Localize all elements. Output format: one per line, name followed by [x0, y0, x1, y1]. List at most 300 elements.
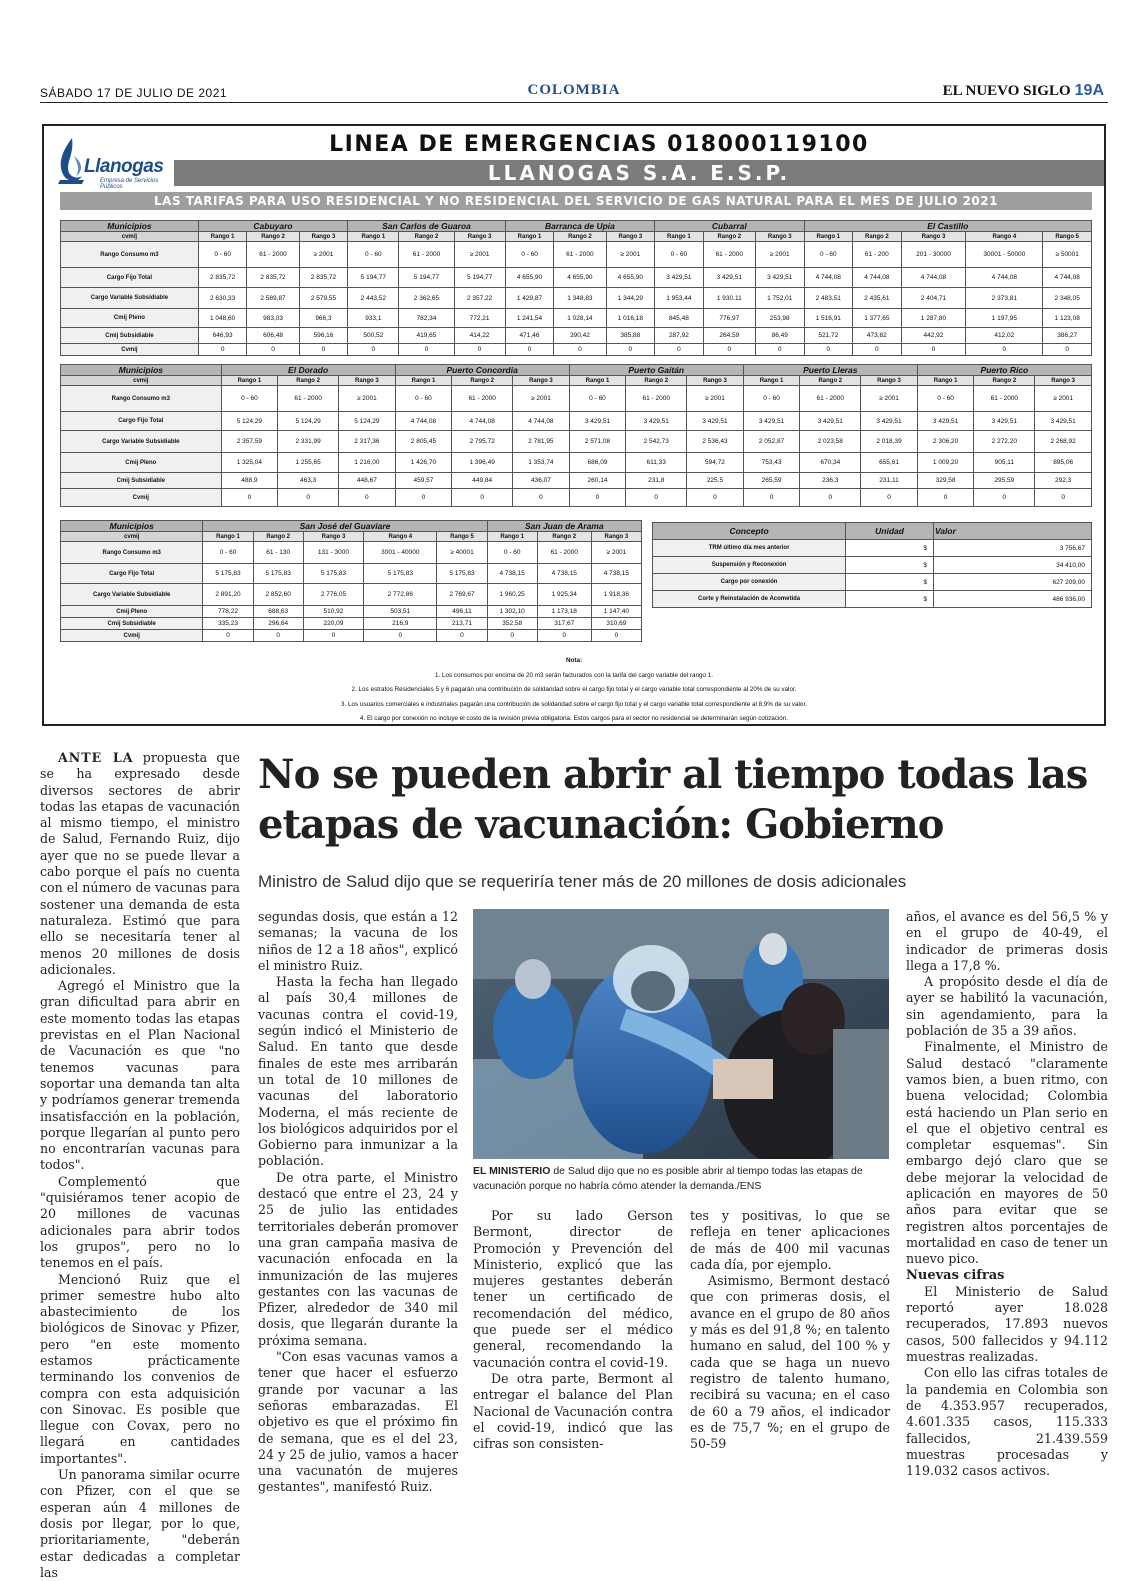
tariff-cell: 2 835,72 [198, 268, 247, 288]
tariff-cell: 292,3 [1035, 473, 1092, 489]
tariff-cell: 0 [901, 344, 966, 356]
tariff-cell: 265,59 [743, 473, 800, 489]
range-label: Rango 3 [339, 376, 396, 386]
range-label: Rango 5 [437, 532, 487, 542]
tariff-cell: 1 325,04 [221, 453, 278, 473]
tariff-cell: 0 [804, 344, 853, 356]
tariff-cell: 0 [505, 344, 554, 356]
paragraph: El Ministerio de Salud reportó ayer 18.028 recuperados, 17.893 nuevos casos, 500 fallecidos y 94.112 muestras realizadas. [906, 1283, 1108, 1365]
tariff-cell: 0 [278, 489, 339, 507]
tariff-cell: 0 - 60 [569, 386, 626, 412]
tariff-cell: 3 429,51 [974, 412, 1035, 431]
row-label: Cmij Subsidiable [61, 473, 222, 489]
tariff-cell: 131 - 3000 [303, 542, 363, 564]
tariff-row [61, 473, 1092, 489]
municipality-name: Puerto Gaitán [569, 365, 743, 376]
tariff-cell: 449,84 [452, 473, 513, 489]
tariff-cell: 1 216,00 [339, 453, 396, 473]
row-label: Cargo Variable Subsidiable [61, 431, 222, 453]
llanogas-tariff-ad [42, 124, 1106, 726]
range-label: Rango 1 [395, 376, 452, 386]
municipality-name: Puerto Lleras [743, 365, 917, 376]
municipality-name: Barranca de Upia [505, 221, 654, 232]
tariff-cell: 3 429,51 [743, 412, 800, 431]
tariff-row [61, 489, 1092, 507]
tariff-cell: 0 [487, 630, 537, 642]
range-label: Rango 1 [655, 232, 704, 242]
tariff-cell: 0 [303, 630, 363, 642]
tariff-cell: 1 426,70 [395, 453, 452, 473]
range-label: Rango 2 [278, 376, 339, 386]
tariff-cell: 1 353,74 [513, 453, 570, 473]
tariff-cell: 895,06 [1035, 453, 1092, 473]
range-label: Rango 2 [537, 532, 591, 542]
tariff-cell: 0 [800, 489, 861, 507]
tariff-cell: 0 [591, 630, 641, 642]
concept-row [653, 557, 1092, 574]
tariff-cell: 412,02 [966, 328, 1043, 344]
tariff-cell: ≥ 2001 [1035, 386, 1092, 412]
range-label: Rango 1 [804, 232, 853, 242]
tariff-cell: 1 147,40 [591, 606, 641, 618]
tariff-cell: 201 - 30000 [901, 242, 966, 268]
tariff-cell: 1 925,34 [537, 584, 591, 606]
tariff-cell: 1 377,65 [853, 309, 902, 328]
range-label: Rango 1 [743, 376, 800, 386]
tariff-cell: 2 589,87 [247, 288, 299, 309]
tariff-cell: 4 744,08 [452, 412, 513, 431]
tariff-cell: 5 124,29 [339, 412, 396, 431]
article-column-2 [258, 909, 458, 1496]
paragraph: Por su lado Gerson Bermont, director de Promoción y Prevención del Ministerio, explicó que las mujeres gestantes deberán tener un certificado de recomendación del médico, que puede ser el médico general, recomendando la vacunación contra el covid-19. [473, 1208, 673, 1370]
tariff-subtitle: LAS TARIFAS PARA USO RESIDENCIAL Y NO RESIDENCIAL DEL SERVICIO DE GAS NATURAL PARA EL MES DE JULIO 2021 [60, 192, 1092, 210]
paragraph: Asimismo, Bermont destacó que con primeras dosis, el avance en el grupo de 80 años y más es del 91,8 %; en talento humano en salud, del 100 % y cada que se haga un nuevo registro de talento humano, recibirá su vacuna; en el caso de 60 a 79 años, el indicador es de 75,7 %; en el grupo de 50-59 [690, 1273, 890, 1452]
tariff-cell: 231,11 [861, 473, 918, 489]
tariff-row [61, 564, 642, 584]
tariff-cell: ≥ 2001 [861, 386, 918, 412]
range-label: Rango 3 [861, 376, 918, 386]
paragraph: segundas dosis, que están a 12 semanas; la vacuna de los niños de 12 a 18 años", explicó el ministro Ruiz. [258, 909, 458, 973]
tariff-cell: 778,22 [203, 606, 253, 618]
article-dek: Ministro de Salud dijo que se requeriría tener más de 20 millones de dosis adicionales [258, 872, 907, 891]
concept-value: 486 936,00 [933, 591, 1091, 608]
photo-caption [473, 1164, 889, 1193]
paragraph: Con ello las cifras totales de la pandemia en Colombia son de 4.353.957 recuperados, 4.601.335 casos, 115.333 fallecidos, 21.439.559 muestras procesadas y 119.032 casos activos. [906, 1365, 1108, 1479]
tariff-cell: 352,58 [487, 618, 537, 630]
range-label: Rango 2 [399, 232, 454, 242]
tariff-cell: 1 048,60 [198, 309, 247, 328]
concept-header-cell: Concepto [653, 523, 846, 540]
tariff-cell: 596,16 [299, 328, 348, 344]
tariff-cell: 2 781,95 [513, 431, 570, 453]
notes-title: Nota: [565, 657, 583, 664]
tariff-cell: 1 302,10 [487, 606, 537, 618]
concept-unit: $ [846, 591, 934, 608]
tariff-cell: 61 - 2000 [554, 242, 606, 268]
row-label: Cargo Fijo Total [61, 268, 199, 288]
range-label: Rango 3 [606, 232, 655, 242]
tariff-cell: 0 [1043, 344, 1092, 356]
tariff-cell: 2 052,87 [743, 431, 800, 453]
tariff-cell: 0 - 60 [743, 386, 800, 412]
concept-table [652, 522, 1092, 608]
municipality-name: San Juan de Arama [487, 521, 641, 532]
unit-label: cvm/j [61, 232, 199, 242]
tariff-cell: 296,64 [253, 618, 303, 630]
tariff-cell: 3 429,51 [917, 412, 974, 431]
tariff-cell: 905,11 [974, 453, 1035, 473]
tariff-cell: 2 805,45 [395, 431, 452, 453]
municipios-label: Municipios [61, 365, 222, 376]
tariff-cell: 0 - 60 [917, 386, 974, 412]
tariff-cell: 61 - 2000 [703, 242, 755, 268]
tariff-cell: 0 [364, 630, 437, 642]
tariff-row [61, 431, 1092, 453]
tariff-cell: 500,52 [348, 328, 399, 344]
tariff-cell: 61 - 2000 [278, 386, 339, 412]
tariff-cell: 2 891,20 [203, 584, 253, 606]
municipality-name: Puerto Concordia [395, 365, 569, 376]
tariff-cell: 5 175,83 [203, 564, 253, 584]
tariff-cell: 0 [395, 489, 452, 507]
municipality-name: Puerto Rico [917, 365, 1091, 376]
tariff-cell: 2 317,36 [339, 431, 396, 453]
tariff-cell: 0 [853, 344, 902, 356]
tariff-cell: 471,46 [505, 328, 554, 344]
tariff-cell: 2 542,73 [626, 431, 687, 453]
range-label: Rango 2 [452, 376, 513, 386]
tariff-row [61, 584, 642, 606]
tariff-row [61, 328, 1092, 344]
article-lead-word: ANTE LA [58, 750, 134, 765]
range-label: Rango 3 [591, 532, 641, 542]
tariff-cell: 0 [569, 489, 626, 507]
tariff-cell: 61 - 2000 [974, 386, 1035, 412]
tariff-table-2 [60, 364, 1092, 507]
row-label: Cvmij [61, 630, 203, 642]
tariff-cell: 4 744,08 [966, 268, 1043, 288]
tariff-cell: 0 - 60 [348, 242, 399, 268]
tariff-row [61, 309, 1092, 328]
row-label: Rango Consumo m3 [61, 386, 222, 412]
tariff-cell: ≥ 40001 [437, 542, 487, 564]
municipality-name: San Carlos de Guaroa [348, 221, 505, 232]
tariff-cell: 2 571,08 [569, 431, 626, 453]
range-label: Rango 4 [364, 532, 437, 542]
range-label: Rango 3 [755, 232, 804, 242]
range-label: Rango 1 [917, 376, 974, 386]
range-label: Rango 2 [974, 376, 1035, 386]
caption-text: de Salud dijo que no es posible abrir al tiempo todas las etapas de vacunación porque no habría cómo atender la demanda./ENS [473, 1165, 863, 1192]
concept-unit: $ [846, 557, 934, 574]
note-item: 4. El cargo por conexión no incluye el costo de la revisión previa obligatoria. Estos cargos para el sector no residencial se determinarán según cotización. [359, 715, 789, 722]
range-label: Rango 1 [569, 376, 626, 386]
tariff-cell: 0 [339, 489, 396, 507]
tariff-cell: 61 - 2000 [399, 242, 454, 268]
row-label: Cmij Subsidiable [61, 328, 199, 344]
range-label: Rango 2 [554, 232, 606, 242]
tariff-cell: 231,8 [626, 473, 687, 489]
concept-value: 3 756,67 [933, 540, 1091, 557]
tariff-cell: 2 023,58 [800, 431, 861, 453]
row-label: Rango Consumo m3 [61, 542, 203, 564]
vaccination-photo-image [473, 909, 889, 1159]
tariff-cell: 335,23 [203, 618, 253, 630]
range-label: Rango 1 [487, 532, 537, 542]
tariff-cell: 2 357,22 [454, 288, 505, 309]
tariff-cell: ≥ 2001 [687, 386, 744, 412]
row-label: Cmij Subsidiable [61, 618, 203, 630]
concept-header-cell: Valor [933, 523, 1091, 540]
tariff-cell: 264,59 [703, 328, 755, 344]
row-label: Cvmij [61, 489, 222, 507]
tariff-row [61, 386, 1092, 412]
tariff-row [61, 242, 1092, 268]
tariff-cell: 0 - 60 [395, 386, 452, 412]
tariff-cell: 317,67 [537, 618, 591, 630]
tariff-cell: 1 516,91 [804, 309, 853, 328]
concept-name: Suspensión y Reconexión [653, 557, 846, 574]
tariff-cell: 86,49 [755, 328, 804, 344]
paragraph: Finalmente, el Ministro de Salud destacó "claramente vamos bien, a buen ritmo, con buena velocidad; Colombia está haciendo un Plan serio en el que el objetivo central es completar esquemas". Sin embargo dejó claro que se debe mejorar la velocidad de aplicación en mayores de 50 años para evitar que se registren altos porcentajes de mortalidad en caso de tener un nuevo pico. [906, 1039, 1108, 1267]
tariff-cell: 4 738,15 [591, 564, 641, 584]
municipality-name: El Castillo [804, 221, 1092, 232]
range-label: Rango 2 [703, 232, 755, 242]
section-subhead: Nuevas cifras [906, 1267, 1005, 1283]
paragraph: Un panorama similar ocurre con Pfizer, con el que se esperan aún 4 millones de dosis por llegar, por lo que, prioritariamente, "deberán estar dedicadas a completar las [40, 1467, 240, 1580]
tariff-cell: 5 124,29 [221, 412, 278, 431]
section-name: COLOMBIA [527, 82, 621, 98]
tariff-cell: 1 348,83 [554, 288, 606, 309]
tariff-cell: 0 - 60 [203, 542, 253, 564]
vaccination-photo [473, 909, 889, 1159]
tariff-cell: 0 [348, 344, 399, 356]
tariff-cell: 3 429,51 [755, 268, 804, 288]
tariff-cell: 0 [454, 344, 505, 356]
tariff-cell: 386,27 [1043, 328, 1092, 344]
paragraph: A propósito desde el día de ayer se habilitó la vacunación, sin agendamiento, para la población de 35 a 39 años. [906, 974, 1108, 1039]
row-label: Cargo Variable Subsidiable [61, 288, 199, 309]
tariff-cell: 2 579,55 [299, 288, 348, 309]
tariff-cell: 3 429,51 [626, 412, 687, 431]
article-column-4 [690, 1208, 890, 1452]
range-label: Rango 3 [513, 376, 570, 386]
tariff-cell: 1 255,65 [278, 453, 339, 473]
municipality-header-row [61, 365, 1092, 376]
concept-row [653, 574, 1092, 591]
article-column-1 [40, 750, 240, 1581]
company-banner: LLANOGAS S.A. E.S.P. [174, 160, 1104, 186]
tariff-cell: 216,9 [364, 618, 437, 630]
tariff-cell: 236,3 [800, 473, 861, 489]
range-label: Rango 1 [203, 532, 253, 542]
tariff-cell: 2 630,33 [198, 288, 247, 309]
range-label: Rango 3 [901, 232, 966, 242]
tariff-cell: 4 738,15 [487, 564, 537, 584]
logo-wordmark: Llanogas [84, 156, 164, 177]
tariff-cell: 510,92 [303, 606, 363, 618]
concept-unit: $ [846, 574, 934, 591]
tariff-cell: 0 [437, 630, 487, 642]
note-item: 3. Los usuarios comerciales e industriales pagarán una contribución de solidaridad sobre el cargo fijo total y el cargo variable total correspondiente al 8,9% de su valor. [341, 700, 807, 708]
tariff-cell: 4 744,08 [1043, 268, 1092, 288]
tariff-cell: 753,43 [743, 453, 800, 473]
row-label: Cvmij [61, 344, 199, 356]
tariff-cell: 3001 - 40000 [364, 542, 437, 564]
concept-value: 627 209,00 [933, 574, 1091, 591]
tariff-row [61, 412, 1092, 431]
article-headline: No se pueden abrir al tiempo todas las etapas de vacunación: Gobierno [258, 751, 1088, 848]
tariff-cell: 933,1 [348, 309, 399, 328]
tariff-cell: 5 175,83 [437, 564, 487, 584]
tariff-cell: 5 124,29 [278, 412, 339, 431]
range-label: Rango 2 [626, 376, 687, 386]
tariff-cell: 4 744,08 [513, 412, 570, 431]
note-item: 1. Los consumos por encima de 20 m3 serán facturados con la tarifa del cargo variable del rango 1. [435, 671, 713, 679]
range-label: Rango 3 [687, 376, 744, 386]
paragraph: De otra parte, el Ministro destacó que entre el 23, 24 y 25 de julio las entidades territoriales deberán promover una gran campaña masiva de vacunación enfocada en la inmunización de las mujeres gestantes con las vacunas de Pfizer, alrededor de 340 mil dosis, que llegarán durante la próxima semana. [258, 1169, 458, 1348]
tariff-cell: 2 835,72 [299, 268, 348, 288]
tariff-cell: 0 [1035, 489, 1092, 507]
tariff-cell: 1 009,20 [917, 453, 974, 473]
tariff-cell: 0 [755, 344, 804, 356]
article-column-3 [473, 1208, 673, 1452]
tariff-cell: 473,82 [853, 328, 902, 344]
range-label: Rango 3 [303, 532, 363, 542]
range-label: Rango 2 [253, 532, 303, 542]
page-number: 19A [1074, 82, 1104, 99]
unit-label: cvmij [61, 376, 222, 386]
paragraph: años, el avance es del 56,5 % y en el grupo de 40-49, el indicador de primeras dosis llega a 17,8 %. [906, 909, 1108, 973]
tariff-cell: 3 429,51 [861, 412, 918, 431]
tariff-cell: 611,33 [626, 453, 687, 473]
tariff-cell: 1 930,11 [703, 288, 755, 309]
tariff-cell: 0 [247, 344, 299, 356]
tariff-cell: 1 344,29 [606, 288, 655, 309]
tariff-cell: ≥ 50001 [1043, 242, 1092, 268]
tariff-cell: 0 [399, 344, 454, 356]
tariff-cell: 61 - 130 [253, 542, 303, 564]
emergency-line: LINEA DE EMERGENCIAS 018000119100 [329, 132, 869, 157]
municipios-label: Municipios [61, 521, 203, 532]
tariff-cell: 782,34 [399, 309, 454, 328]
note-item: 2. Los estratos Residenciales 5 y 6 pagarán una contribución de solidaridad sobre el cargo fijo total y el cargo variable total correspondiente al 20% de su valor. [351, 686, 797, 693]
tariff-row [61, 344, 1092, 356]
unit-label: cvmij [61, 532, 203, 542]
tariff-row [61, 288, 1092, 309]
range-label: Rango 3 [1035, 376, 1092, 386]
tariff-cell: 1 197,95 [966, 309, 1043, 328]
tariff-cell: 1 960,25 [487, 584, 537, 606]
municipality-name: San José del Guaviare [203, 521, 487, 532]
tariff-cell: ≥ 2001 [454, 242, 505, 268]
paragraph: De otra parte, Bermont al entregar el balance del Plan Nacional de Vacunación contra el covid-19, indicó que las cifras son consisten- [473, 1370, 673, 1452]
tariff-cell: 2 373,81 [966, 288, 1043, 309]
tariff-cell: 594,72 [687, 453, 744, 473]
tariff-cell: 2 443,52 [348, 288, 399, 309]
tariff-cell: 419,65 [399, 328, 454, 344]
concept-unit: $ [846, 540, 934, 557]
range-label: Rango 2 [800, 376, 861, 386]
tariff-cell: 287,92 [655, 328, 704, 344]
tariff-cell: 2 272,20 [974, 431, 1035, 453]
tariff-cell: 61 - 200 [853, 242, 902, 268]
tariff-row [61, 268, 1092, 288]
tariff-cell: 1 123,08 [1043, 309, 1092, 328]
publication-title: EL NUEVO SIGLO [942, 83, 1071, 99]
tariff-row [61, 618, 642, 630]
tariff-row [61, 630, 642, 642]
tariff-cell: 606,48 [247, 328, 299, 344]
tariff-cell: 2 357,59 [221, 431, 278, 453]
tariff-cell: 3 429,51 [703, 268, 755, 288]
tariff-cell: 0 - 60 [487, 542, 537, 564]
header-rule [40, 102, 1108, 103]
tariff-cell: 2 404,71 [901, 288, 966, 309]
range-label: Rango 1 [221, 376, 278, 386]
tariff-cell: ≥ 2001 [591, 542, 641, 564]
tariff-cell: 0 [655, 344, 704, 356]
municipality-name: El Dorado [221, 365, 395, 376]
range-label: Rango 2 [853, 232, 902, 242]
tariff-cell: 2 018,39 [861, 431, 918, 453]
tariff-cell: 2 795,72 [452, 431, 513, 453]
tariff-cell: ≥ 2001 [299, 242, 348, 268]
tariff-cell: 61 - 2000 [537, 542, 591, 564]
tariff-table-1 [60, 220, 1092, 356]
range-header-row [61, 376, 1092, 386]
tariff-cell: 0 [743, 489, 800, 507]
tariff-cell: 0 - 60 [505, 242, 554, 268]
tariff-cell: 436,07 [513, 473, 570, 489]
municipality-name: Cabuyaro [198, 221, 347, 232]
paragraph: propuesta que se ha expresado desde diversos sectores de abrir todas las etapas de vacunación al mismo tiempo, el ministro de Salud, Fernando Ruiz, dijo ayer que no se puede llevar a cabo porque el país no cuenta con el número de vacunas para sostener una demanda de esta naturaleza. Estimó que para ello se necesitaría tener al menos 20 millones de dosis adicionales. [40, 750, 240, 977]
row-label: Cmij Pleno [61, 606, 203, 618]
tariff-cell: 2 776,05 [303, 584, 363, 606]
tariff-cell: 213,71 [437, 618, 487, 630]
tariff-row [61, 606, 642, 618]
range-label: Rango 3 [299, 232, 348, 242]
tariff-cell: 2 536,43 [687, 431, 744, 453]
tariff-cell: 0 [917, 489, 974, 507]
concept-value: 34 410,00 [933, 557, 1091, 574]
tariff-cell: 2 483,51 [804, 288, 853, 309]
concept-header-row [653, 523, 1092, 540]
tariff-cell: 655,61 [861, 453, 918, 473]
tariff-cell: 5 194,77 [454, 268, 505, 288]
range-label: Rango 1 [198, 232, 247, 242]
tariff-cell: 253,98 [755, 309, 804, 328]
tariff-cell: 3 429,51 [569, 412, 626, 431]
range-header-row [61, 232, 1092, 242]
row-label: Rango Consumo m3 [61, 242, 199, 268]
tariff-cell: 4 738,15 [537, 564, 591, 584]
tariff-cell: 0 [966, 344, 1043, 356]
tariff-cell: 0 [861, 489, 918, 507]
tariff-cell: 0 [606, 344, 655, 356]
tariff-cell: 225,5 [687, 473, 744, 489]
tariff-cell: 0 [299, 344, 348, 356]
concept-row [653, 540, 1092, 557]
paragraph: tes y positivas, lo que se refleja en tener aplicaciones de más de 400 mil vacunas cada día, por ejemplo. [690, 1208, 890, 1272]
range-label: Rango 3 [454, 232, 505, 242]
tariff-cell: 220,09 [303, 618, 363, 630]
tariff-cell: ≥ 2001 [606, 242, 655, 268]
tariff-cell: 5 175,83 [253, 564, 303, 584]
tariff-cell: 0 [198, 344, 247, 356]
tariff-cell: 3 429,51 [655, 268, 704, 288]
tariff-cell: 4 744,08 [853, 268, 902, 288]
